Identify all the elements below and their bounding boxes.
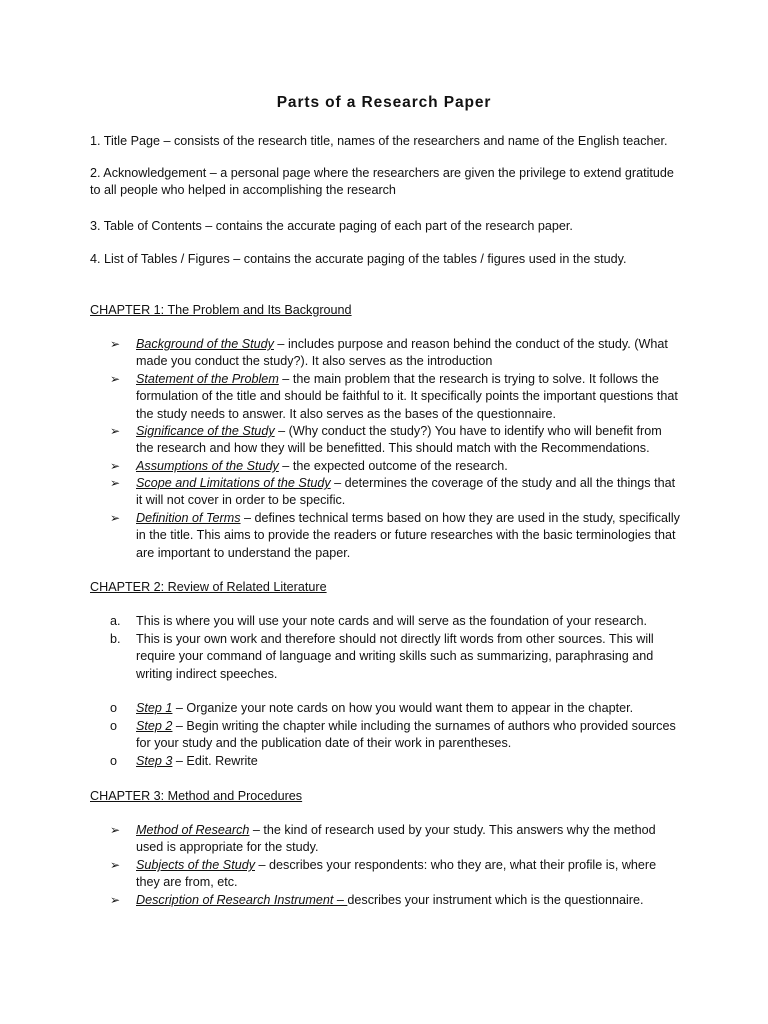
term: Step 1 <box>136 701 173 715</box>
arrow-bullet-icon: ➢ <box>110 476 121 490</box>
list-item <box>90 458 680 475</box>
list-item <box>90 336 680 371</box>
term: Definition of Terms <box>136 511 241 525</box>
arrow-bullet-icon: ➢ <box>110 372 121 386</box>
list-item <box>90 700 680 717</box>
list-item-text: This is where you will use your note cards and will serve as the foundation of your research. <box>136 614 647 628</box>
term-description: – (Why conduct the study?) You have to identify who will benefit from the research and how they will be benefitted. This should match with the Recommendations. <box>136 424 662 456</box>
term: Step 2 <box>136 719 173 733</box>
term-description: – Edit. Rewrite <box>172 754 258 768</box>
term-description: – Begin writing the chapter while including the surnames of authors who provided sources for your study and the publication date of their work in parentheses. <box>136 719 676 751</box>
chapter-1-heading: CHAPTER 1: The Problem and Its Background <box>90 303 352 317</box>
term: Scope and Limitations of the Study <box>136 476 331 490</box>
circle-bullet-icon: o <box>110 754 118 768</box>
list-item <box>90 753 680 770</box>
list-marker: b. <box>110 632 121 646</box>
intro-paragraph-2: 2. Acknowledgement – a personal page where the researchers are given the privilege to extend gratitude to all people who helped in accomplishing the research <box>90 166 674 198</box>
term: Assumptions of the Study <box>136 459 279 473</box>
term-description: – the main problem that the research is trying to solve. It follows the formulation of the title and should be faithful to it. It specifically points the important questions that the study needs to answer. It also serves as the bases of the questionnaire. <box>136 372 678 421</box>
list-item <box>90 892 680 909</box>
term: Step 3 <box>136 754 173 768</box>
arrow-bullet-icon: ➢ <box>110 893 121 907</box>
list-item <box>90 822 680 857</box>
chapter-3-heading: CHAPTER 3: Method and Procedures <box>90 789 303 803</box>
term-description: – defines technical terms based on how they are used in the study, specifically in the title. This aims to provide the readers or future researches with the basic terminologies that are important to understand the paper. <box>136 511 680 560</box>
intro-paragraph-1: 1. Title Page – consists of the research title, names of the researchers and name of the English teacher. <box>90 134 668 148</box>
term-description: – includes purpose and reason behind the conduct of the study. (What made you conduct the study?). It also serves as the introduction <box>136 337 668 369</box>
list-item <box>90 371 680 423</box>
list-marker: a. <box>110 614 121 628</box>
arrow-bullet-icon: ➢ <box>110 511 121 525</box>
list-item <box>90 475 680 510</box>
term-description: – the expected outcome of the research. <box>278 459 508 473</box>
arrow-bullet-icon: ➢ <box>110 424 121 438</box>
term-description: – describes your respondents: who they are, what their profile is, where they are from, etc. <box>136 858 657 890</box>
term-description: – determines the coverage of the study and all the things that it will not cover in order to be specific. <box>136 476 676 508</box>
list-item-text: This is your own work and therefore should not directly lift words from other sources. This will require your command of language and writing skills such as summarizing, paraphrasing and writing indirect speeches. <box>136 632 654 681</box>
arrow-bullet-icon: ➢ <box>110 823 121 837</box>
circle-bullet-icon: o <box>110 719 118 733</box>
intro-paragraph-3: 3. Table of Contents – contains the accurate paging of each part of the research paper. <box>90 219 573 233</box>
term: Subjects of the Study <box>136 858 256 872</box>
term-description: – Organize your note cards on how you would want them to appear in the chapter. <box>172 701 634 715</box>
term: Description of Research Instrument – <box>136 893 348 907</box>
circle-bullet-icon: o <box>110 701 118 715</box>
arrow-bullet-icon: ➢ <box>110 858 121 872</box>
list-item <box>90 631 680 683</box>
list-item <box>90 423 680 458</box>
term-description: – the kind of research used by your study. This answers why the method used is appropriate for the study. <box>136 823 656 855</box>
arrow-bullet-icon: ➢ <box>110 337 121 351</box>
list-item <box>90 718 680 753</box>
term: Method of Research <box>136 823 250 837</box>
arrow-bullet-icon: ➢ <box>110 459 121 473</box>
intro-paragraph-4: 4. List of Tables / Figures – contains the accurate paging of the tables / figures used in the study. <box>90 252 627 266</box>
chapter-2-heading: CHAPTER 2: Review of Related Literature <box>90 580 327 594</box>
list-item <box>90 857 680 892</box>
term-description: describes your instrument which is the questionnaire. <box>347 893 644 907</box>
term: Significance of the Study <box>136 424 275 438</box>
term: Statement of the Problem <box>136 372 279 386</box>
page-title: Parts of a Research Paper <box>276 94 492 111</box>
list-item <box>90 613 680 630</box>
list-item <box>90 510 680 562</box>
term: Background of the Study <box>136 337 274 351</box>
